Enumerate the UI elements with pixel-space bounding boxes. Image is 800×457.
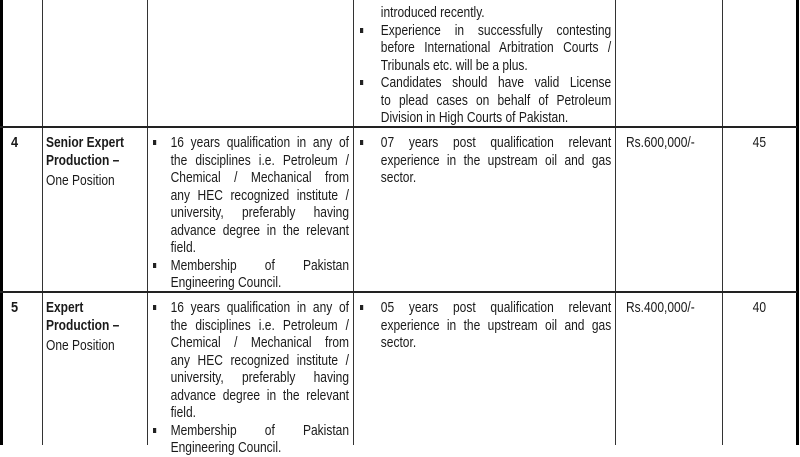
bullet-item (360, 22, 611, 75)
text-line: field. (170, 239, 196, 256)
column-divider (147, 0, 148, 445)
text-line: 07 years post qualification relevant (380, 134, 612, 151)
bullet-item (153, 257, 349, 292)
text-line: any HEC recognized institute / (170, 351, 349, 369)
table-border-right (796, 0, 799, 445)
row-5-age (722, 299, 796, 317)
job-title-line: Production – (46, 316, 120, 334)
row-3-experience (360, 4, 674, 127)
age-limit: 40 (752, 299, 766, 316)
row-4-age (722, 134, 796, 152)
text-line: before International Arbitration Courts / (380, 39, 612, 56)
text-line: Division in High Courts of Pakistan. (380, 109, 569, 126)
text-line: field. (170, 404, 196, 421)
bullet-item (360, 134, 611, 187)
text-line: 16 years qualification in any of (170, 299, 349, 316)
bullet-item (153, 422, 349, 457)
bullet-icon (153, 305, 156, 310)
bullet-item (153, 134, 349, 257)
row-4-number: 4 (11, 134, 19, 151)
bullet-icon (153, 428, 156, 433)
text-line: sector. (380, 169, 417, 186)
text-line: to plead cases on behalf of Petroleum (380, 91, 612, 109)
text-line: advance degree in the relevant (170, 386, 349, 404)
bullet-icon (360, 305, 363, 310)
row-4-salary (626, 134, 712, 152)
bullet-icon (360, 80, 363, 85)
row-5-number: 5 (11, 299, 19, 316)
bullet-item (360, 4, 611, 22)
text-line: the disciplines i.e. Petroleum / (170, 316, 349, 334)
bullet-icon (360, 28, 363, 33)
column-divider (42, 0, 43, 445)
text-line: Chemical / Mechanical from (170, 334, 349, 351)
text-line: Engineering Council. (170, 439, 282, 456)
bullet-item (153, 299, 349, 422)
text-line: 05 years post qualification relevant (380, 299, 612, 316)
bullet-icon (153, 263, 156, 268)
row-5-salary (626, 299, 712, 317)
positions-count: One Position (46, 337, 115, 354)
text-line: Membership of Pakistan (170, 256, 349, 274)
text-line: the disciplines i.e. Petroleum / (170, 151, 349, 169)
column-divider (722, 0, 723, 445)
text-line: Experience in successfully contesting (380, 21, 612, 39)
text-line: advance degree in the relevant (170, 221, 349, 239)
text-line: Candidates should have valid License (380, 74, 612, 91)
salary-value: Rs.600,000/- (626, 134, 695, 151)
text-line: Engineering Council. (170, 274, 282, 291)
bullet-item (360, 74, 611, 127)
job-title-line: Expert (46, 299, 84, 316)
text-line: Tribunals etc. will be a plus. (380, 56, 528, 74)
text-line: university, preferably having (170, 369, 349, 386)
text-line: 16 years qualification in any of (170, 134, 349, 151)
text-line: university, preferably having (170, 204, 349, 221)
text-line: any HEC recognized institute / (170, 186, 349, 204)
job-title-line: Production – (46, 151, 120, 169)
bullet-icon (360, 140, 363, 145)
positions-count: One Position (46, 172, 115, 189)
text-line: experience in the upstream oil and gas (380, 316, 612, 334)
table-border-left (0, 0, 3, 445)
text-line: Membership of Pakistan (170, 421, 349, 439)
text-line: experience in the upstream oil and gas (380, 151, 612, 169)
text-line: Chemical / Mechanical from (170, 169, 349, 186)
bullet-icon (153, 140, 156, 145)
salary-value: Rs.400,000/- (626, 299, 695, 316)
age-limit: 45 (752, 134, 766, 151)
bullet-item (360, 299, 611, 352)
job-title-line: Senior Expert (46, 134, 125, 151)
text-line: sector. (380, 334, 417, 351)
row-divider (0, 291, 797, 293)
text-line: introduced recently. (380, 4, 485, 21)
